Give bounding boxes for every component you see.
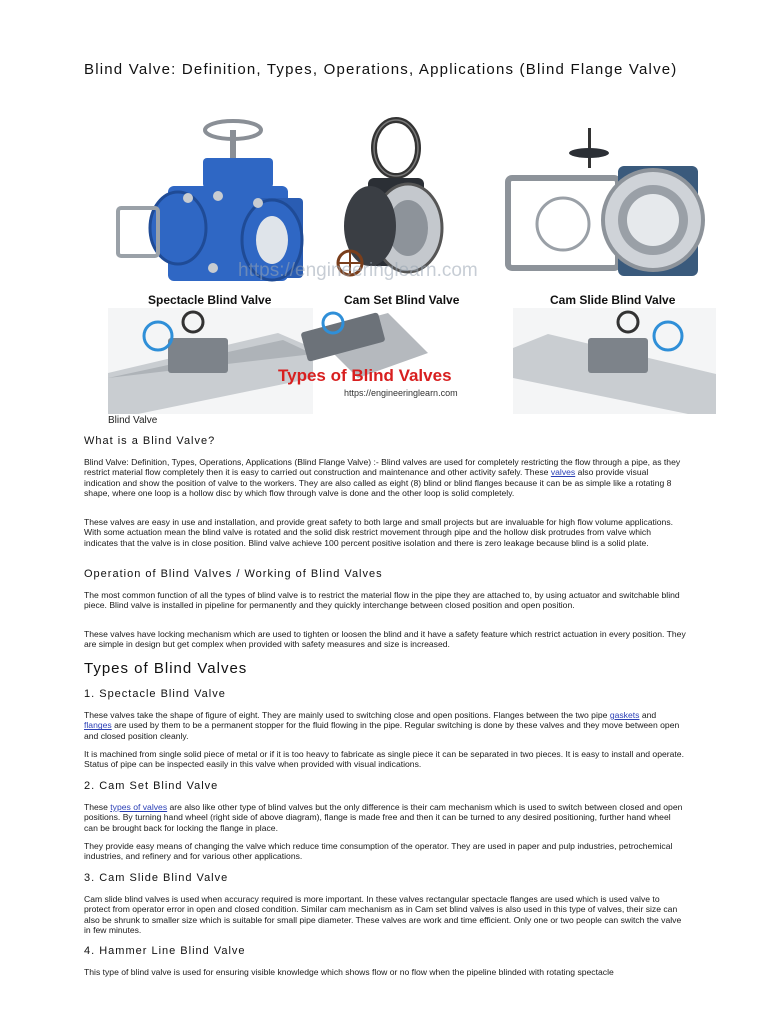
heading-spectacle-blind-valve: 1. Spectacle Blind Valve xyxy=(84,688,226,700)
left-pipeline-image xyxy=(108,308,313,414)
paragraph-hammer-1: This type of blind valve is used for ensuring visible knowledge which shows flow or no flow when the pipeline blinded with rotating spectacle xyxy=(84,967,614,977)
heading-what-is-blind-valve: What is a Blind Valve? xyxy=(84,435,216,447)
paragraph-spectacle-2: It is machined from single solid piece of metal or if it is too heavy to fabricate as single piece it can be separated in two pieces. It is easy to install and operate. Status of pipe can be inspected easily in this valve when provided with visual indications. xyxy=(84,749,684,770)
link-flanges[interactable]: flanges xyxy=(84,720,112,731)
page-title: Blind Valve: Definition, Types, Operations, Applications (Blind Flange Valve) xyxy=(84,61,678,78)
paragraph-spectacle-1: These valves take the shape of figure of eight. They are mainly used to switching close and open positions. Flanges between the two pipe gaskets and flanges are used by them to be a permanent stopper for the fluid flowing in the pipe. Regular switching is done by these valves and they move between open and closed position cleanly. xyxy=(84,710,680,741)
heading-cam-set-blind-valve: 2. Cam Set Blind Valve xyxy=(84,780,219,792)
heading-types-of-blind-valves: Types of Blind Valves xyxy=(84,660,248,677)
heading-operation: Operation of Blind Valves / Working of Blind Valves xyxy=(84,568,383,580)
paragraph-what-1: Blind Valve: Definition, Types, Operations, Applications (Blind Flange Valve) :- Blind valves are used for completely restricting the flow through a pipe, as they restrict material flow completely then it is easy to carried out construction and maintenance and other activity safely. These valves also provide visual indication and show the position of valve to the workers. They are also called as eight (8) blind or blind flanges because it can be as simple like a rotating 8 shape, where one loop is a hollow disc by which flow through valve is done and the other loop is solid completely. xyxy=(84,457,681,499)
figure-watermark: https://engineeringlearn.com xyxy=(238,260,478,281)
label-cam-slide-blind-valve: Cam Slide Blind Valve xyxy=(550,293,676,307)
link-gaskets[interactable]: gaskets xyxy=(609,710,640,720)
label-cam-set-blind-valve: Cam Set Blind Valve xyxy=(344,293,460,307)
heading-hammer-line-blind-valve: 4. Hammer Line Blind Valve xyxy=(84,945,246,957)
paragraph-camset-2: They provide easy means of changing the valve which reduce time consumption of the operator. They are used in paper and pulp industries, petrochemical industries, and refinery and for various other applications. xyxy=(84,841,673,862)
paragraph-camslide-1: Cam slide blind valves is used when accuracy required is more important. In these valves rectangular spectacle flanges are used which is used valve to protect from operator error in open and closed condition. Similar cam mechanism as in Cam set blind valves is also used in this type of valves, their size can also be shrunk to smaller size which is suitable for small pipe diameter. These valves are work and time efficient. Only one or two people can switch the valve in few minutes. xyxy=(84,894,682,936)
link-valves[interactable]: valves xyxy=(550,467,576,478)
heading-cam-slide-blind-valve: 3. Cam Slide Blind Valve xyxy=(84,872,229,884)
figure-banner-title: Types of Blind Valves xyxy=(278,366,452,385)
blind-valve-figure xyxy=(108,108,716,414)
figure-caption: Blind Valve xyxy=(108,415,158,426)
right-pipeline-image xyxy=(513,308,716,414)
label-spectacle-blind-valve: Spectacle Blind Valve xyxy=(148,293,272,307)
paragraph-operation-2: These valves have locking mechanism which are used to tighten or loosen the blind and it have a safety feature which restrict actuation in every position. They are simple in design but get complex when provided with safety measures and size is increased. xyxy=(84,629,686,650)
paragraph-camset-1: These types of valves are also like other type of blind valves but the only difference is their cam mechanism which is used to switch between closed and open positions. By turning hand wheel (right side of above diagram), flange is made free and then it can be turned to any desired positioning, further hand wheel can be brought back for locking the flange in place. xyxy=(84,802,683,833)
figure-banner-url: https://engineeringlearn.com xyxy=(344,388,458,398)
link-types-of-valves[interactable]: types of valves xyxy=(110,802,168,812)
paragraph-operation-1: The most common function of all the types of blind valve is to restrict the material flow in the pipe they are attached to, by using actuator and switchable blind piece. Blind valve is installed in pipeline for permanently and they quickly interchange between closed position and open position. xyxy=(84,590,680,611)
paragraph-what-2: These valves are easy in use and installation, and provide great safety to both large and small projects but are invaluable for high flow volume applications. With some actuation mean the blind valve is rotated and the solid disk restrict movement through pipe and the hollow disk protrudes from valve which indicates that the valve is in close position. Blind valve achieve 100 percent positive isolation and there is zero leakage because blind is a solid plate. xyxy=(84,517,674,548)
